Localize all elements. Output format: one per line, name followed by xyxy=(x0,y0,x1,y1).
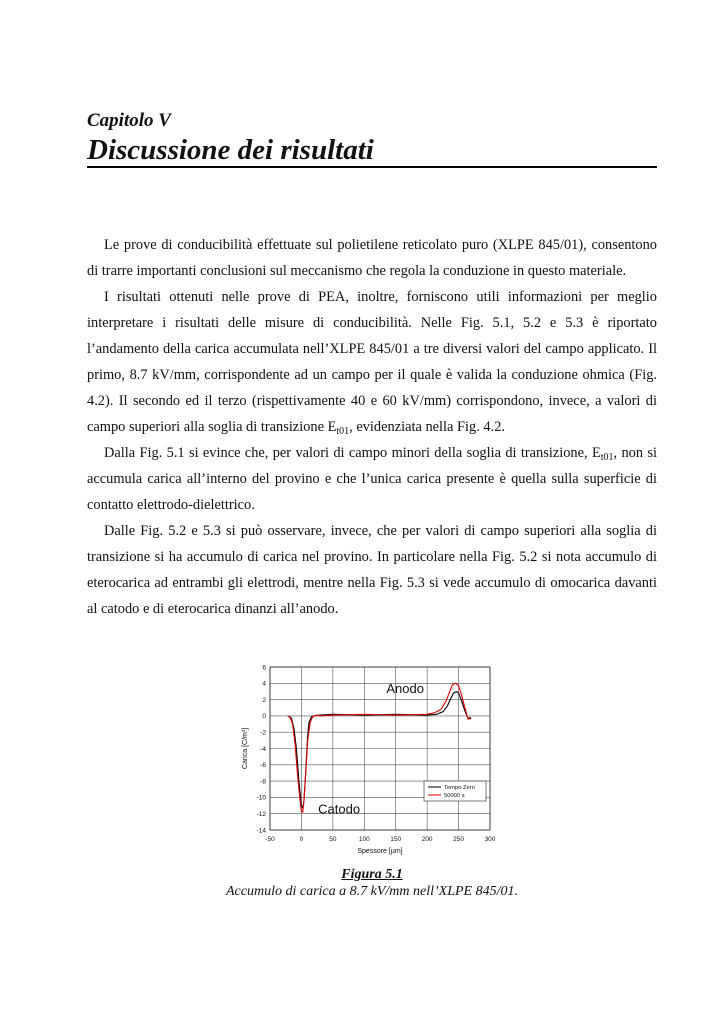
x-tick-label: 50 xyxy=(329,836,337,843)
subscript: t01 xyxy=(600,452,614,463)
figure-caption-text: Accumulo di carica a 8.7 kV/mm nell’XLPE 845/01. xyxy=(226,884,518,899)
y-tick-label: -6 xyxy=(260,762,266,770)
y-tick-label: -4 xyxy=(260,745,266,753)
x-tick-label: 200 xyxy=(421,836,433,843)
body-text xyxy=(87,232,657,622)
legend-label: Tempo Zero xyxy=(444,785,475,792)
chapter-title: Discussione dei risultati xyxy=(87,134,374,166)
figure-number: Figura 5.1 xyxy=(341,867,403,882)
y-tick-label: -2 xyxy=(260,729,266,737)
x-axis-label: Spessore [µm] xyxy=(357,848,403,855)
y-tick-label: 0 xyxy=(262,713,266,721)
y-tick-label: 4 xyxy=(262,680,266,688)
text-run: Dalle Fig. 5.2 e 5.3 si può osservare, invece, che per valori di campo superiori alla soglia di transizione si ha accumulo di carica nel provino. In particolare nella Fig. 5.2 si nota accumulo di eterocarica ad entrambi gli elettrodi, mentre nella Fig. 5.3 si vede accumulo di omocarica davanti al catodo e di eterocarica dinanzi all’anodo. xyxy=(87,523,657,617)
subscript: t01 xyxy=(336,426,350,437)
x-tick-label: 0 xyxy=(299,836,304,843)
paragraph xyxy=(87,284,657,440)
y-tick-label: 6 xyxy=(262,664,266,672)
x-tick-label: 300 xyxy=(484,836,496,843)
text-run: , evidenziata nella Fig. 4.2. xyxy=(349,419,506,435)
x-tick-label: 100 xyxy=(358,836,370,843)
figure-caption xyxy=(87,866,657,900)
paragraph xyxy=(87,440,657,518)
y-axis-label: Carica [C/m³] xyxy=(242,727,249,770)
title-rule xyxy=(87,166,657,168)
text-run: , non si accumula carica all’interno del provino e che l’unica carica presente è quella sulla superficie di contatto elettrodo-dielettrico. xyxy=(87,445,657,513)
legend-label: 50000 s xyxy=(444,793,465,800)
annotation-label: Anodo xyxy=(386,681,424,697)
y-tick-label: -12 xyxy=(256,811,266,818)
y-tick-label: 2 xyxy=(262,696,266,704)
paragraph xyxy=(87,518,657,622)
y-tick-label: -10 xyxy=(256,794,266,802)
y-tick-label: -8 xyxy=(260,778,266,786)
figure-5-1-chart xyxy=(234,660,504,860)
annotation-label: Catodo xyxy=(318,801,361,817)
y-tick-label: -14 xyxy=(256,827,266,835)
text-run: I risultati ottenuti nelle prove di PEA, inoltre, forniscono utili informazioni per meglio interpretare i risultati delle misure di conducibilità. Nelle Fig. 5.1, 5.2 e 5.3 è riportato l’andamento della carica accumulata nell’XLPE 845/01 a tre diversi valori del campo applicato. Il primo, 8.7 kV/mm, corrispondente ad un campo per il quale è valida la conduzione ohmica (Fig. 4.2). Il secondo ed il terzo (rispettivamente 40 e 60 kV/mm) corrispondono, invece, a valori di campo superiori alla soglia di transizione E xyxy=(87,289,657,435)
x-tick-label: 250 xyxy=(453,836,465,843)
chapter-label: Capitolo V xyxy=(87,110,171,131)
x-tick-label: 150 xyxy=(390,836,402,843)
paragraph xyxy=(87,232,657,284)
text-run: Dalla Fig. 5.1 si evince che, per valori di campo minori della soglia di transizione, E xyxy=(104,445,601,461)
chart-svg xyxy=(234,660,504,860)
text-run: Le prove di conducibilità effettuate sul polietilene reticolato puro (XLPE 845/01), consentono di trarre importanti conclusioni sul meccanismo che regola la conduzione in questo materiale. xyxy=(87,237,657,279)
x-tick-label: -50 xyxy=(265,836,275,843)
